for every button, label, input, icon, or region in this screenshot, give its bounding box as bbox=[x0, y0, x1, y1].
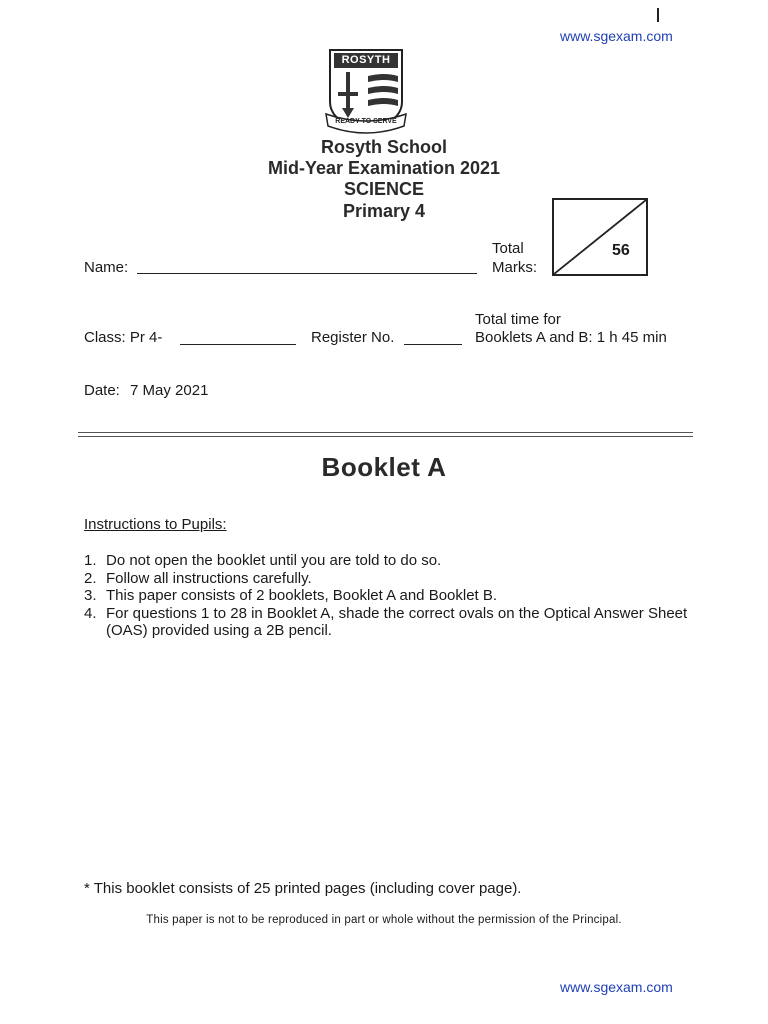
instruction-number: 2. bbox=[84, 569, 97, 587]
instruction-item bbox=[84, 552, 704, 570]
date-label: Date: bbox=[84, 382, 120, 399]
divider-rule-second bbox=[78, 436, 693, 437]
total-marks-label-line2: Marks: bbox=[492, 259, 537, 276]
name-input-line[interactable] bbox=[137, 273, 477, 274]
school-crest bbox=[324, 46, 408, 138]
total-marks-value: 56 bbox=[612, 242, 630, 259]
instruction-text: For questions 1 to 28 in Booklet A, shade the correct ovals on the Optical Answer Sheet (OAS) provided using a 2B pencil. bbox=[106, 604, 688, 639]
instruction-number: 1. bbox=[84, 552, 97, 569]
school-name: Rosyth School bbox=[320, 137, 447, 157]
time-line1: Total time for bbox=[475, 311, 561, 328]
booklet-title: Booklet A bbox=[321, 452, 447, 482]
instruction-number: 4. bbox=[84, 604, 97, 622]
instruction-text: Do not open the booklet until you are told to do so. bbox=[106, 552, 442, 569]
subject-name: SCIENCE bbox=[343, 179, 424, 199]
class-input-line[interactable] bbox=[180, 344, 296, 345]
instruction-item bbox=[84, 570, 704, 588]
pages-note: * This booklet consists of 25 printed pages (including cover page). bbox=[84, 880, 522, 897]
total-marks-label-line1: Total bbox=[492, 240, 524, 257]
instruction-number: 3. bbox=[84, 587, 97, 604]
instruction-text: Follow all instructions carefully. bbox=[106, 569, 312, 587]
name-label: Name: bbox=[84, 259, 129, 276]
time-line2: Booklets A and B: 1 h 45 min bbox=[475, 329, 667, 346]
date-row bbox=[84, 382, 208, 399]
marks-diagonal-icon bbox=[554, 200, 646, 274]
instruction-item bbox=[84, 605, 704, 640]
crest-name-text: ROSYTH bbox=[341, 54, 391, 66]
instructions-heading: Instructions to Pupils: bbox=[84, 516, 227, 533]
header-website-link[interactable]: www.sgexam.com bbox=[560, 28, 673, 44]
date-value: 7 May 2021 bbox=[130, 382, 209, 399]
register-input-line[interactable] bbox=[404, 344, 462, 345]
copyright-notice: This paper is not to be reproduced in part or whole without the permission of the Principal. bbox=[146, 914, 622, 926]
crest-motto-text: READY TO SERVE bbox=[335, 118, 397, 125]
class-label: Class: Pr 4- bbox=[84, 329, 163, 346]
footer-website-link[interactable]: www.sgexam.com bbox=[560, 979, 673, 995]
instruction-text: This paper consists of 2 booklets, Booklet A and Booklet B. bbox=[106, 587, 498, 604]
exam-name: Mid-Year Examination 2021 bbox=[267, 158, 501, 178]
register-label: Register No. bbox=[311, 329, 395, 346]
total-marks-box bbox=[552, 198, 648, 276]
level-name: Primary 4 bbox=[342, 201, 426, 221]
instructions-list bbox=[84, 552, 704, 640]
divider-rule bbox=[78, 432, 693, 433]
scan-mark bbox=[657, 8, 659, 22]
instruction-item bbox=[84, 587, 704, 605]
